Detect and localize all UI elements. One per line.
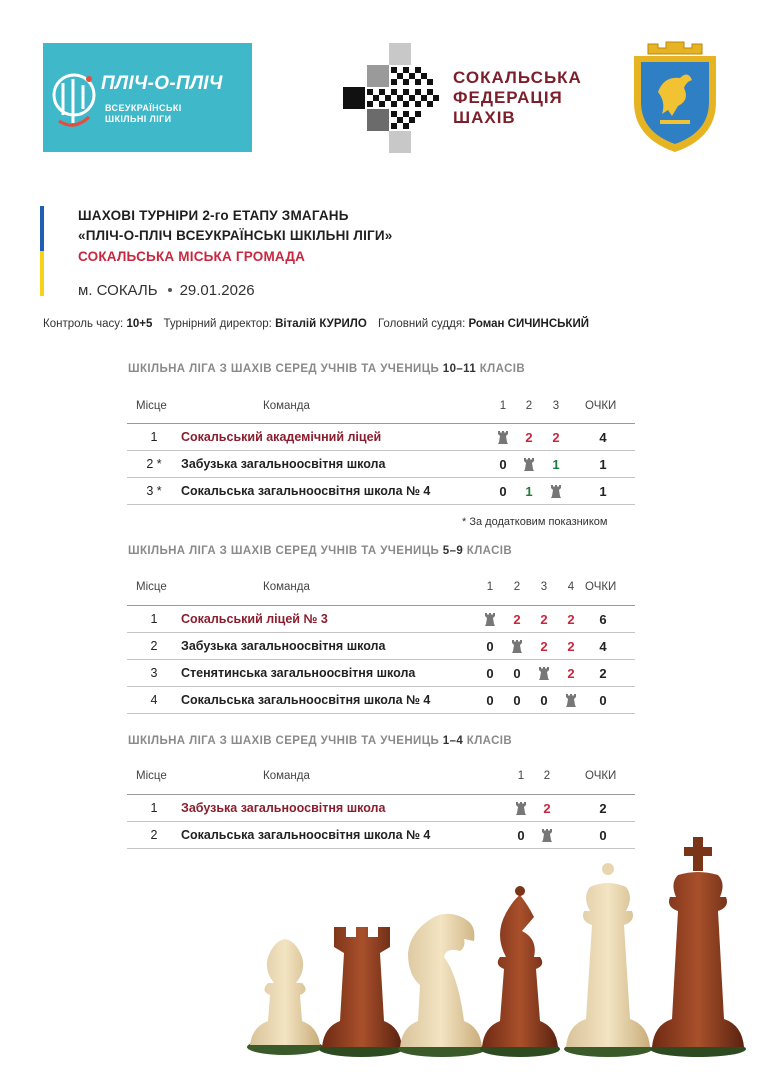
chess-pieces-illustration xyxy=(238,835,758,1060)
table-row-divider xyxy=(127,686,635,687)
school-league-emblem-icon xyxy=(49,65,99,135)
table-row-result: 2 xyxy=(540,612,548,627)
table-row-result: 0 xyxy=(499,484,507,499)
plich-o-plich-subtitle: ВСЕУКРАЇНСЬКІ ШКІЛЬНІ ЛІГИ xyxy=(105,103,182,124)
knight-icon xyxy=(398,914,486,1057)
table-row-result: 2 xyxy=(567,639,575,654)
table-row-points: 1 xyxy=(599,484,607,499)
table-row-divider xyxy=(127,821,635,822)
table-row-place: 1 xyxy=(150,801,158,815)
table-row-result: 2 xyxy=(552,430,560,445)
chess-federation-logo-icon xyxy=(343,43,443,153)
tiebreak-footnote: * За додатковим показником xyxy=(462,516,608,528)
table-row-team: Забузька загальноосвітня школа xyxy=(181,801,386,815)
table-row-team: Забузька загальноосвітня школа xyxy=(181,457,386,471)
table-row-team: Стенятинська загальноосвітня школа xyxy=(181,666,416,680)
column-header-round: 1 xyxy=(499,400,507,412)
table-row-divider xyxy=(127,504,635,505)
table-row-team: Забузька загальноосвітня школа xyxy=(181,639,386,653)
table-row-place: 3 xyxy=(150,666,158,680)
table-row-points: 4 xyxy=(599,430,607,445)
standings-table-title: ШКІЛЬНА ЛІГА З ШАХІВ СЕРЕД УЧНІВ ТА УЧЕНИЦЬ 5–9 КЛАСІВ xyxy=(128,545,513,557)
self-match-rook-icon xyxy=(480,613,500,629)
table-header-divider xyxy=(127,423,635,424)
column-header-round: 3 xyxy=(552,400,560,412)
column-header-round: 2 xyxy=(513,581,521,593)
tournament-meta: Контроль часу: 10+5 Турнірний директор: Віталій КУРИЛО Головний суддя: Роман СИЧИНСЬКИЙ xyxy=(43,318,589,330)
column-header-round: 4 xyxy=(567,581,575,593)
table-row-result: 0 xyxy=(499,457,507,472)
place-and-date xyxy=(78,282,255,299)
table-row-place: 4 xyxy=(150,693,158,707)
table-row-result: 2 xyxy=(567,666,575,681)
column-header-points: ОЧКИ xyxy=(585,770,617,782)
table-row-points: 4 xyxy=(599,639,607,654)
table-row-result: 2 xyxy=(543,801,551,816)
table-row-result: 0 xyxy=(486,639,494,654)
table-row-result: 0 xyxy=(540,693,548,708)
table-row-result: 2 xyxy=(513,612,521,627)
table-row-place: 2 xyxy=(150,639,158,653)
bishop-icon xyxy=(480,886,560,1057)
column-header-points: ОЧКИ xyxy=(585,400,617,412)
table-row-result: 0 xyxy=(486,666,494,681)
pawn-icon xyxy=(247,939,323,1055)
table-row-team: Сокальський ліцей № 3 xyxy=(181,612,328,626)
table-row-result: 2 xyxy=(567,612,575,627)
column-header-team: Команда xyxy=(263,400,310,412)
column-header-place: Місце xyxy=(136,400,167,412)
table-row-place: 3 * xyxy=(146,484,162,498)
rook-icon xyxy=(319,927,403,1057)
table-row-result: 0 xyxy=(513,666,521,681)
queen-icon xyxy=(564,863,652,1057)
self-match-rook-icon xyxy=(511,802,531,818)
table-row-place: 1 xyxy=(150,430,158,444)
table-row-result: 0 xyxy=(513,693,521,708)
column-header-round: 2 xyxy=(543,770,551,782)
date: 29.01.2026 xyxy=(179,282,255,299)
table-row-team: Сокальська загальноосвітня школа № 4 xyxy=(181,828,431,842)
table-row-points: 0 xyxy=(599,693,607,708)
table-row-team: Сокальська загальноосвітня школа № 4 xyxy=(181,484,431,498)
table-row-result: 1 xyxy=(552,457,560,472)
table-row-points: 6 xyxy=(599,612,607,627)
standings-table-title: ШКІЛЬНА ЛІГА З ШАХІВ СЕРЕД УЧНІВ ТА УЧЕНИЦЬ 10–11 КЛАСІВ xyxy=(128,363,526,375)
column-header-round: 2 xyxy=(525,400,533,412)
table-header-divider xyxy=(127,794,635,795)
city: м. СОКАЛЬ xyxy=(78,282,158,299)
plich-o-plich-brand: ПЛІЧ-О-ПЛІЧ xyxy=(101,73,223,94)
table-row-points: 2 xyxy=(599,801,607,816)
table-row-divider xyxy=(127,632,635,633)
table-header-divider xyxy=(127,605,635,606)
column-header-round: 1 xyxy=(486,581,494,593)
table-row-divider xyxy=(127,450,635,451)
community-title: СОКАЛЬСЬКА МІСЬКА ГРОМАДА xyxy=(78,249,306,264)
table-row-result: 2 xyxy=(525,430,533,445)
table-row-place: 1 xyxy=(150,612,158,626)
self-match-rook-icon xyxy=(507,640,527,656)
column-header-team: Команда xyxy=(263,581,310,593)
column-header-place: Місце xyxy=(136,770,167,782)
table-row-result: 2 xyxy=(540,639,548,654)
chess-federation-name: СОКАЛЬСЬКА ФЕДЕРАЦІЯ ШАХІВ xyxy=(453,68,582,127)
table-row-divider xyxy=(127,713,635,714)
self-match-rook-icon xyxy=(546,485,566,501)
self-match-rook-icon xyxy=(493,431,513,447)
table-row-team: Сокальський академічний ліцей xyxy=(181,430,382,444)
table-row-result: 0 xyxy=(517,828,525,843)
table-row-points: 2 xyxy=(599,666,607,681)
table-row-divider xyxy=(127,659,635,660)
coat-of-arms-icon xyxy=(628,40,722,155)
self-match-rook-icon xyxy=(561,694,581,710)
tournament-title-line1: ШАХОВІ ТУРНІРИ 2-го ЕТАПУ ЗМАГАНЬ xyxy=(78,208,349,223)
table-row-place: 2 * xyxy=(146,457,162,471)
plich-o-plich-logo xyxy=(43,43,252,152)
table-row-points: 0 xyxy=(599,828,607,843)
table-row-divider xyxy=(127,477,635,478)
column-header-round: 3 xyxy=(540,581,548,593)
table-row-points: 1 xyxy=(599,457,607,472)
column-header-points: ОЧКИ xyxy=(585,581,617,593)
table-row-result: 0 xyxy=(486,693,494,708)
table-row-result: 1 xyxy=(525,484,533,499)
column-header-team: Команда xyxy=(263,770,310,782)
column-header-round: 1 xyxy=(517,770,525,782)
table-row-place: 2 xyxy=(150,828,158,842)
title-accent-bar xyxy=(40,206,44,296)
tournament-title-line2: «ПЛІЧ-О-ПЛІЧ ВСЕУКРАЇНСЬКІ ШКІЛЬНІ ЛІГИ» xyxy=(78,228,393,243)
king-icon xyxy=(650,837,746,1057)
self-match-rook-icon xyxy=(534,667,554,683)
table-row-team: Сокальська загальноосвітня школа № 4 xyxy=(181,693,431,707)
column-header-place: Місце xyxy=(136,581,167,593)
standings-table-title: ШКІЛЬНА ЛІГА З ШАХІВ СЕРЕД УЧНІВ ТА УЧЕНИЦЬ 1–4 КЛАСІВ xyxy=(128,735,513,747)
self-match-rook-icon xyxy=(519,458,539,474)
